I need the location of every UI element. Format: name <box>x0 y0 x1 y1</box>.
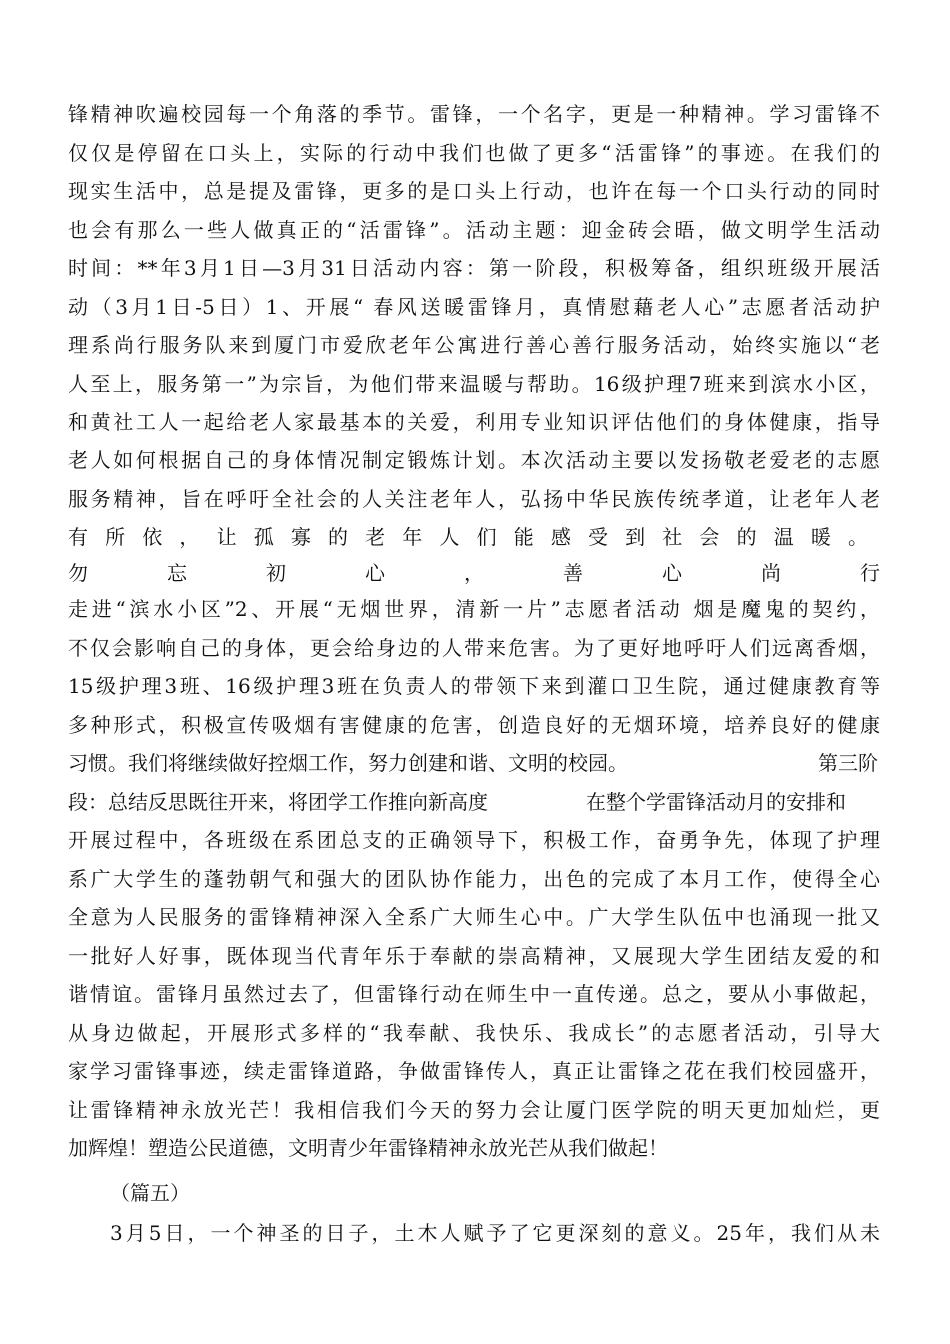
paragraph-line: 锋精神吹遍校园每一个角落的季节。雷锋，一个名字，更是一种精神。学习雷锋不 <box>68 102 880 126</box>
paragraph-line: 时间：**年3月1日—3月31日活动内容：第一阶段，积极筹备，组织班级开展活 <box>68 256 880 280</box>
paragraph-line: 开展过程中，各班级在系团总支的正确领导下，积极工作，奋勇争先，体现了护理 <box>68 828 880 852</box>
paragraph-line: 第三阶 <box>818 751 878 775</box>
paragraph-line: 不仅会影响自己的身体，更会给身边的人带来危害。为了更好地呼吁人们远离香烟， <box>68 636 880 660</box>
paragraph-line: 勿忘初心，善心尚行 <box>68 561 880 585</box>
paragraph-line: 和黄社工人一起给老人家最基本的关爱，利用专业知识评估他们的身体健康，指导 <box>68 410 880 434</box>
paragraph-line: 在整个学雷锋活动月的安排和 <box>586 790 846 814</box>
paragraph-line: 全意为人民服务的雷锋精神深入全系广大师生心中。广大学生队伍中也涌现一批又 <box>68 905 880 929</box>
paragraph-line: 理系尚行服务队来到厦门市爱欣老年公寓进行善心善行服务活动，始终实施以“老 <box>68 333 880 357</box>
paragraph-line: 一批好人好事，既体现当代青年乐于奉献的崇高精神，又展现大学生团结友爱的和 <box>68 944 880 968</box>
paragraph-line: 老人如何根据自己的身体情况制定锻炼计划。本次活动主要以发扬敬老爱老的志愿 <box>68 448 880 472</box>
paragraph-line: 谐情谊。雷锋月虽然过去了，但雷锋行动在师生中一直传递。总之，要从小事做起， <box>68 982 880 1006</box>
paragraph-line: 走进“滨水小区”2、开展“无烟世界，清新一片”志愿者活动 烟是魔鬼的契约， <box>68 597 880 621</box>
paragraph-line: 多种形式，积极宣传吸烟有害健康的危害，创造良好的无烟环境，培养良好的健康 <box>68 713 880 737</box>
paragraph-line: 有所依，让孤寡的老年人们能感受到社会的温暖。 <box>68 525 868 549</box>
paragraph-line: 段：总结反思既往开来，将团学工作推向新高度 <box>68 790 488 814</box>
paragraph-line: 系广大学生的蓬勃朝气和强大的团队协作能力，出色的完成了本月工作，使得全心 <box>68 867 880 891</box>
paragraph-line: 习惯。我们将继续做好控烟工作，努力创建和谐、文明的校园。 <box>68 751 628 775</box>
paragraph-line: 服务精神，旨在呼吁全社会的人关注老年人，弘扬中华民族传统孝道，让老年人老 <box>68 487 880 511</box>
paragraph-line: 动（3月1日-5日）1、开展“ 春风送暖雷锋月，真情慰藉老人心”志愿者活动护 <box>68 295 880 319</box>
paragraph-line: 仅仅是停留在口头上，实际的行动中我们也做了更多“活雷锋”的事迹。在我们的 <box>68 141 880 165</box>
paragraph-line: 也会有那么一些人做真正的“活雷锋”。活动主题：迎金砖会晤，做文明学生活动 <box>68 218 880 242</box>
paragraph-line: 让雷锋精神永放光芒！我相信我们今天的努力会让厦门医学院的明天更加灿烂，更 <box>68 1098 880 1122</box>
paragraph-line: 现实生活中，总是提及雷锋，更多的是口头上行动，也许在每一个口头行动的同时 <box>68 179 880 203</box>
paragraph-line: 3月5日，一个神圣的日子，土木人赋予了它更深刻的意义。25年，我们从未 <box>110 1221 880 1245</box>
paragraph-line: 人至上，服务第一”为宗旨，为他们带来温暖与帮助。16级护理7班来到滨水小区， <box>68 372 880 396</box>
paragraph-line: 15级护理3班、16级护理3班在负责人的带领下来到灌口卫生院，通过健康教育等 <box>68 674 880 698</box>
paragraph-line: 家学习雷锋事迹，续走雷锋道路，争做雷锋传人，真正让雷锋之花在我们校园盛开， <box>68 1059 880 1083</box>
paragraph-line: 加辉煌！塑造公民道德，文明青少年雷锋精神永放光芒从我们做起！ <box>68 1136 668 1160</box>
paragraph-line: 从身边做起，开展形式多样的“我奉献、我快乐、我成长”的志愿者活动，引导大 <box>68 1021 880 1045</box>
section-heading: （篇五） <box>110 1181 190 1205</box>
